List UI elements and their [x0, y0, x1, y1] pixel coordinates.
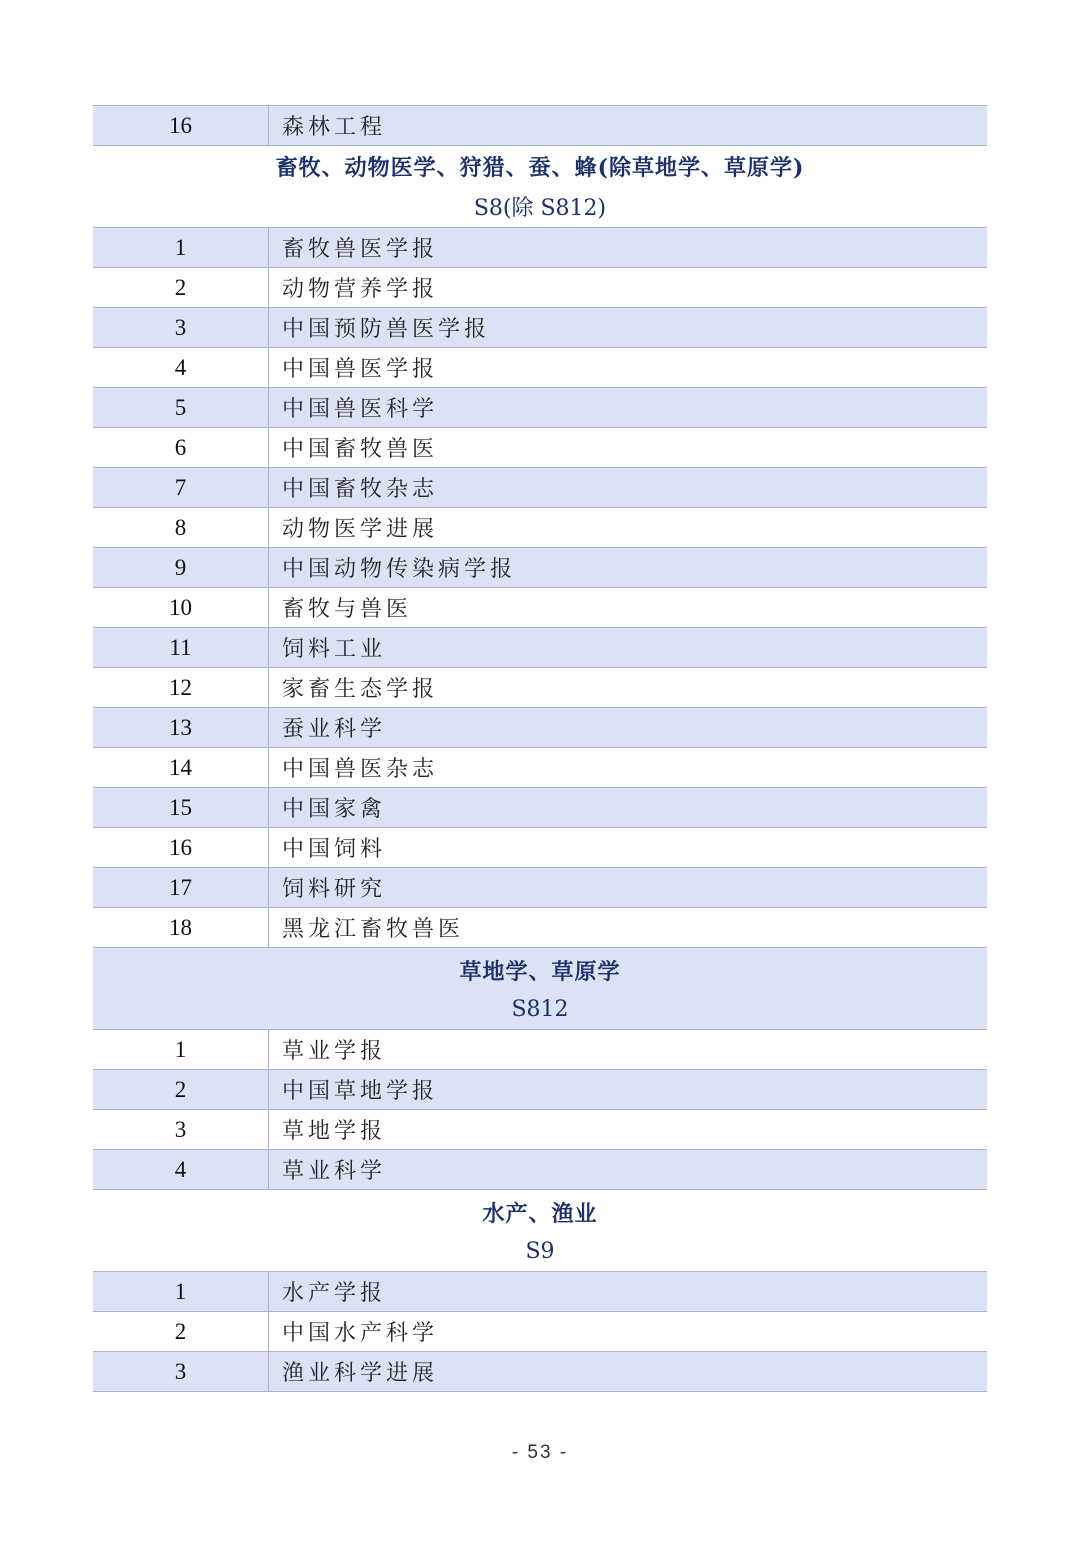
- page-number: - 53 -: [511, 1442, 569, 1463]
- row-number: 10: [93, 588, 269, 627]
- journal-title: 中国草地学报: [282, 1079, 439, 1104]
- row-number: 15: [93, 788, 269, 827]
- journal-title: 草业学报: [282, 1039, 387, 1064]
- row-number: 3: [93, 308, 269, 347]
- row-number: 3: [93, 1352, 269, 1391]
- section-name: 水产、渔业: [482, 1200, 598, 1227]
- journal-title: 中国兽医科学: [282, 397, 439, 422]
- table-row: [93, 628, 987, 668]
- table-row: [93, 708, 987, 748]
- section-header: [93, 1190, 987, 1272]
- journal-title: 黑龙江畜牧兽医: [282, 917, 465, 942]
- section-code: S9: [525, 1239, 555, 1265]
- journal-title: 饲料工业: [282, 637, 387, 662]
- table-row: [93, 228, 987, 268]
- row-number: 1: [93, 228, 269, 267]
- journal-title: 渔业科学进展: [282, 1361, 439, 1386]
- journal-title: 家畜生态学报: [282, 677, 439, 702]
- row-number: 13: [93, 708, 269, 747]
- journal-title: 中国动物传染病学报: [282, 557, 517, 582]
- table-row: [93, 468, 987, 508]
- row-number: 5: [93, 388, 269, 427]
- journal-title: 畜牧兽医学报: [282, 237, 439, 262]
- row-number: 6: [93, 428, 269, 467]
- journal-title: 动物营养学报: [282, 277, 439, 302]
- table-row: [93, 1110, 987, 1150]
- row-number: 8: [93, 508, 269, 547]
- section-code: S812: [511, 997, 569, 1023]
- row-number: 16: [93, 106, 269, 145]
- journal-title: 森林工程: [282, 115, 387, 140]
- section-header: [93, 948, 987, 1030]
- table-row: [93, 1312, 987, 1352]
- journal-table: [93, 105, 987, 1392]
- section-name: 畜牧、动物医学、狩猎、蚕、蜂(除草地学、草原学): [275, 155, 805, 182]
- row-number: 14: [93, 748, 269, 787]
- journal-title: 中国畜牧杂志: [282, 477, 439, 502]
- row-number: 12: [93, 668, 269, 707]
- journal-title: 水产学报: [282, 1281, 387, 1306]
- table-row: [93, 548, 987, 588]
- row-number: 16: [93, 828, 269, 867]
- table-row: [93, 348, 987, 388]
- row-number: 4: [93, 1150, 269, 1189]
- journal-title: 蚕业科学: [282, 717, 387, 742]
- table-row: [93, 106, 987, 146]
- journal-title: 中国兽医杂志: [282, 757, 439, 782]
- journal-title: 中国兽医学报: [282, 357, 439, 382]
- table-row: [93, 388, 987, 428]
- journal-title: 畜牧与兽医: [282, 597, 413, 622]
- table-row: [93, 828, 987, 868]
- row-number: 17: [93, 868, 269, 907]
- journal-title: 草业科学: [282, 1159, 387, 1184]
- row-number: 2: [93, 1070, 269, 1109]
- journal-title: 中国预防兽医学报: [282, 317, 491, 342]
- table-row: [93, 308, 987, 348]
- journal-title: 中国饲料: [282, 837, 387, 862]
- journal-title: 中国畜牧兽医: [282, 437, 439, 462]
- table-row: [93, 1070, 987, 1110]
- row-number: 3: [93, 1110, 269, 1149]
- row-number: 11: [93, 628, 269, 667]
- row-number: 7: [93, 468, 269, 507]
- table-row: [93, 268, 987, 308]
- table-row: [93, 1150, 987, 1190]
- row-number: 2: [93, 1312, 269, 1351]
- row-number: 4: [93, 348, 269, 387]
- table-row: [93, 668, 987, 708]
- row-number: 18: [93, 908, 269, 947]
- row-number: 1: [93, 1272, 269, 1311]
- row-number: 2: [93, 268, 269, 307]
- table-row: [93, 1030, 987, 1070]
- table-row: [93, 428, 987, 468]
- table-row: [93, 908, 987, 948]
- row-number: 1: [93, 1030, 269, 1069]
- row-number: 9: [93, 548, 269, 587]
- section-name: 草地学、草原学: [459, 958, 621, 985]
- table-row: [93, 1272, 987, 1312]
- journal-title: 饲料研究: [282, 877, 387, 902]
- journal-title: 草地学报: [282, 1119, 387, 1144]
- journal-title: 中国家禽: [282, 797, 387, 822]
- table-row: [93, 1352, 987, 1392]
- table-row: [93, 788, 987, 828]
- section-header: [93, 146, 987, 228]
- journal-title: 中国水产科学: [282, 1321, 439, 1346]
- section-code: S8(除 S812): [473, 195, 607, 221]
- table-row: [93, 748, 987, 788]
- table-row: [93, 868, 987, 908]
- journal-title: 动物医学进展: [282, 517, 439, 542]
- table-row: [93, 508, 987, 548]
- table-row: [93, 588, 987, 628]
